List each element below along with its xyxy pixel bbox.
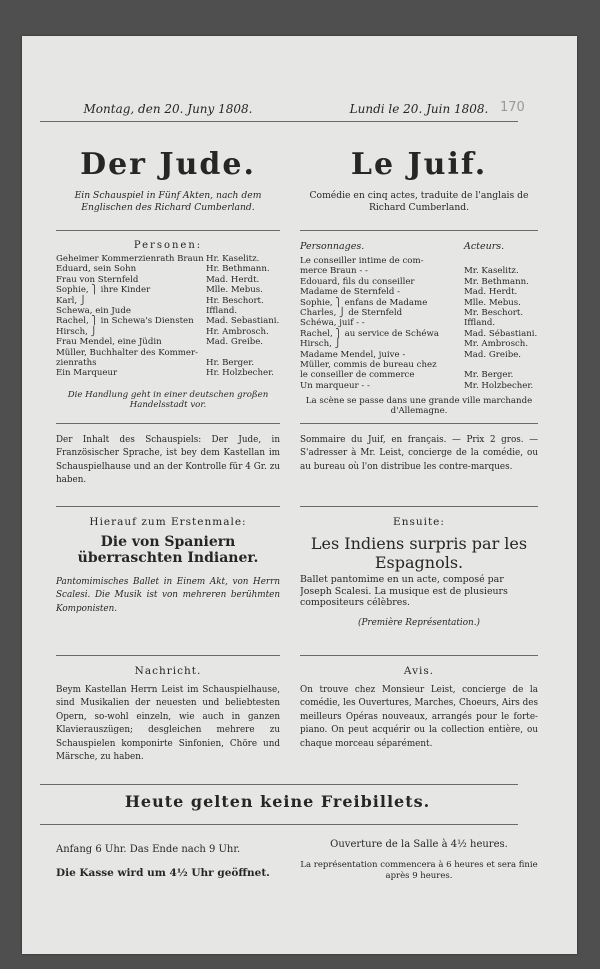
cast-actor: Mlle. Mebus. — [206, 285, 263, 296]
french-ballet-description: Ballet pantomime en un acte, composé par Joseph Scalesi. La musique est de plusieurs compositeurs célèbres. — [300, 574, 508, 608]
cast-role: Sophie, ⎫ ihre Kinder — [56, 285, 151, 296]
german-then: Hierauf zum Erstenmale: — [89, 516, 247, 528]
rule-french-1 — [300, 230, 538, 231]
rule-top — [40, 121, 518, 122]
cast-actor — [464, 256, 538, 266]
cast-row — [56, 264, 280, 274]
cast-actor: Mr. Holzbecher. — [464, 380, 534, 391]
french-notice-heading: Avis. — [403, 665, 435, 677]
german-notice-heading: Nachricht. — [134, 665, 202, 677]
rule-banner-bottom — [40, 824, 518, 825]
french-times: La représentation commencera à 6 heures et sera finie après 9 heures. — [300, 860, 538, 881]
cast-role: zienraths — [56, 358, 97, 369]
cast-row — [300, 381, 538, 391]
cast-role: Geheimer Kommerzienrath Braun — [56, 254, 204, 264]
handwritten-note: 170 — [500, 100, 525, 115]
cast-row — [56, 275, 280, 285]
cast-actor: Hr. Beschort. — [206, 295, 264, 306]
cast-row — [300, 318, 538, 328]
rule-german-3 — [56, 506, 280, 507]
rule-banner-top — [40, 784, 518, 785]
cast-actor: Iffland. — [464, 318, 496, 329]
cast-row — [300, 256, 538, 266]
french-setting: La scène se passe dans une grande ville marchande d'Allemagne. — [305, 396, 533, 417]
cast-actor: Hr. Bethmann. — [206, 264, 270, 275]
cast-role: Schéwa, juif - - — [300, 318, 365, 329]
german-title: Der Jude. — [80, 148, 256, 182]
cast-actor: Mr. Bethmann. — [464, 276, 529, 287]
cast-row — [56, 337, 280, 347]
cast-role: Hirsch, ⎭ — [56, 326, 98, 337]
cast-row — [56, 254, 280, 264]
german-cast-list — [56, 254, 280, 379]
german-subtitle: Ein Schauspiel in Fünf Akten, nach dem Englischen des Richard Cumberland. — [74, 190, 262, 213]
rule-german-1 — [56, 230, 280, 231]
cast-actor: Hr. Kaselitz. — [206, 254, 260, 264]
cast-role: Müller, commis de bureau chez — [300, 360, 437, 371]
rule-german-4 — [56, 655, 280, 656]
french-then: Ensuite: — [393, 516, 445, 528]
cast-actor: Mad. Herdt. — [206, 274, 260, 285]
cast-role: Frau von Sternfeld — [56, 274, 139, 285]
german-ballet-title: Die von Spaniern überraschten Indianer. — [77, 534, 259, 566]
cast-actor: Mr. Berger. — [464, 370, 514, 381]
french-ballet-title: Les Indiens surpris par les Espagnols. — [310, 534, 528, 572]
cast-row — [56, 358, 280, 368]
cast-actor: Mr. Ambrosch. — [464, 339, 529, 350]
cast-role: Karl, ⎭ — [56, 295, 87, 306]
cast-row — [300, 308, 538, 318]
cast-row — [300, 329, 538, 339]
cast-row — [300, 339, 538, 349]
french-summary: Sommaire du Juif, en français. — Prix 2 gros. — S'adresser à Mr. Leist, concierge de la comédie, ou au bureau où l'on distribue les contre-marques. — [300, 435, 538, 472]
cast-row — [56, 296, 280, 306]
cast-role: Charles, ⎭ de Sternfeld — [300, 308, 403, 319]
french-premiere: (Première Représentation.) — [358, 618, 480, 628]
cast-actor: Mr. Kaselitz. — [464, 266, 519, 277]
cast-row — [300, 277, 538, 287]
cast-actor: Hr. Ambrosch. — [206, 326, 269, 337]
cast-actor: Mad. Herdt. — [464, 287, 518, 298]
cast-role: merce Braun - - — [300, 266, 368, 277]
german-start-time: Anfang 6 Uhr. Das Ende nach 9 Uhr. — [56, 844, 241, 855]
cast-actor: Mr. Beschort. — [464, 308, 524, 319]
cast-actor — [464, 360, 538, 370]
german-summary: Der Inhalt des Schauspiels: Der Jude, in Französischer Sprache, ist bey dem Kastellan im Schauspielhause und an der Kontrolle für 4 Gr. zu haben. — [56, 435, 280, 486]
cast-row — [56, 348, 280, 358]
cast-role: Madame Mendel, juive - — [300, 349, 406, 360]
cast-actor: Mad. Sebastiani. — [206, 316, 280, 327]
french-notice: On trouve chez Monsieur Leist, concierge de la comédie, les Ouvertures, Marches, Choeurs, Airs des meilleurs Opéras nouveaux, arrangés pour le forte-piano. On peut acquérir ou la collection entière, ou chaque morceau séparément. — [300, 685, 538, 749]
cast-actor: Hr. Berger. — [206, 358, 255, 369]
german-cast-heading: Personen: — [133, 240, 203, 251]
rule-french-4 — [300, 655, 538, 656]
cast-actor — [206, 348, 280, 358]
french-cast-headings — [300, 241, 538, 252]
cast-row — [56, 316, 280, 326]
cast-role: Eduard, sein Sohn — [56, 264, 137, 275]
cast-role: Le conseiller intime de com- — [300, 256, 424, 266]
cast-role: Ein Marqueur — [56, 368, 118, 379]
cast-actor: Iffland. — [206, 306, 238, 317]
cast-role: Sophie, ⎫ enfans de Madame — [300, 297, 428, 308]
french-subtitle: Comédie en cinq actes, traduite de l'anglais de Richard Cumberland. — [309, 190, 529, 213]
cast-actor: Hr. Holzbecher. — [206, 368, 274, 379]
french-actors-heading: Acteurs. — [464, 241, 505, 252]
german-notice: Beym Kastellan Herrn Leist im Schauspielhause, sind Musikalien der neuesten und beliebtesten Opern, so-wohl einzeln, wie auch in ganzen Klavierauszügen; desgleichen mehrere zu Schauspielen komponirte Sinfonien, Chöre und Märsche, zu haben. — [56, 685, 280, 763]
cast-role: Müller, Buchhalter des Kommer- — [56, 347, 199, 358]
cast-role: Hirsch, ⎭ — [300, 339, 342, 350]
german-box-office: Die Kasse wird um 4½ Uhr geöffnet. — [56, 867, 270, 879]
german-setting: Die Handlung geht in einer deutschen großen Handelsstadt vor. — [67, 390, 269, 411]
cast-role: Rachel, ⎫ au service de Schéwa — [300, 328, 439, 339]
cast-role: Rachel, ⎫ in Schewa's Diensten — [56, 316, 194, 327]
rule-french-2 — [300, 423, 538, 424]
cast-actor: Mlle. Mebus. — [464, 297, 521, 308]
cast-actor: Mad. Sébastiani. — [464, 328, 538, 339]
cast-row — [56, 327, 280, 337]
cast-role: Edouard, fils du conseiller — [300, 276, 415, 287]
cast-row — [300, 287, 538, 297]
banner-no-free-tickets: Heute gelten keine Freibillets. — [124, 792, 431, 811]
french-date: Lundi le 20. Juin 1808. — [349, 102, 489, 116]
cast-role: Frau Mendel, eine Jüdin — [56, 337, 162, 348]
french-title: Le Juif. — [350, 148, 488, 182]
cast-row — [56, 306, 280, 316]
cast-row — [56, 285, 280, 295]
cast-row — [300, 350, 538, 360]
cast-actor: Mad. Greibe. — [464, 349, 522, 360]
rule-french-3 — [300, 506, 538, 507]
cast-row — [56, 368, 280, 378]
cast-row — [300, 266, 538, 276]
cast-role: le conseiller de commerce — [300, 370, 415, 381]
cast-row — [300, 360, 538, 370]
cast-actor: Mad. Greibe. — [206, 337, 264, 348]
cast-role: Un marqueur - - — [300, 380, 370, 391]
cast-row — [300, 298, 538, 308]
cast-row — [300, 370, 538, 380]
cast-role: Madame de Sternfeld - — [300, 287, 401, 298]
french-cast-list — [300, 256, 538, 391]
french-cast-heading: Personnages. — [300, 241, 365, 252]
german-ballet-description: Pantomimisches Ballet in Einem Akt, von Herrn Scalesi. Die Musik ist von mehreren berühmten Komponisten. — [56, 577, 280, 614]
french-opening: Ouverture de la Salle à 4½ heures. — [330, 839, 508, 850]
rule-german-2 — [56, 423, 280, 424]
german-date: Montag, den 20. Juny 1808. — [83, 102, 253, 116]
cast-role: Schewa, ein Jude — [56, 306, 131, 317]
